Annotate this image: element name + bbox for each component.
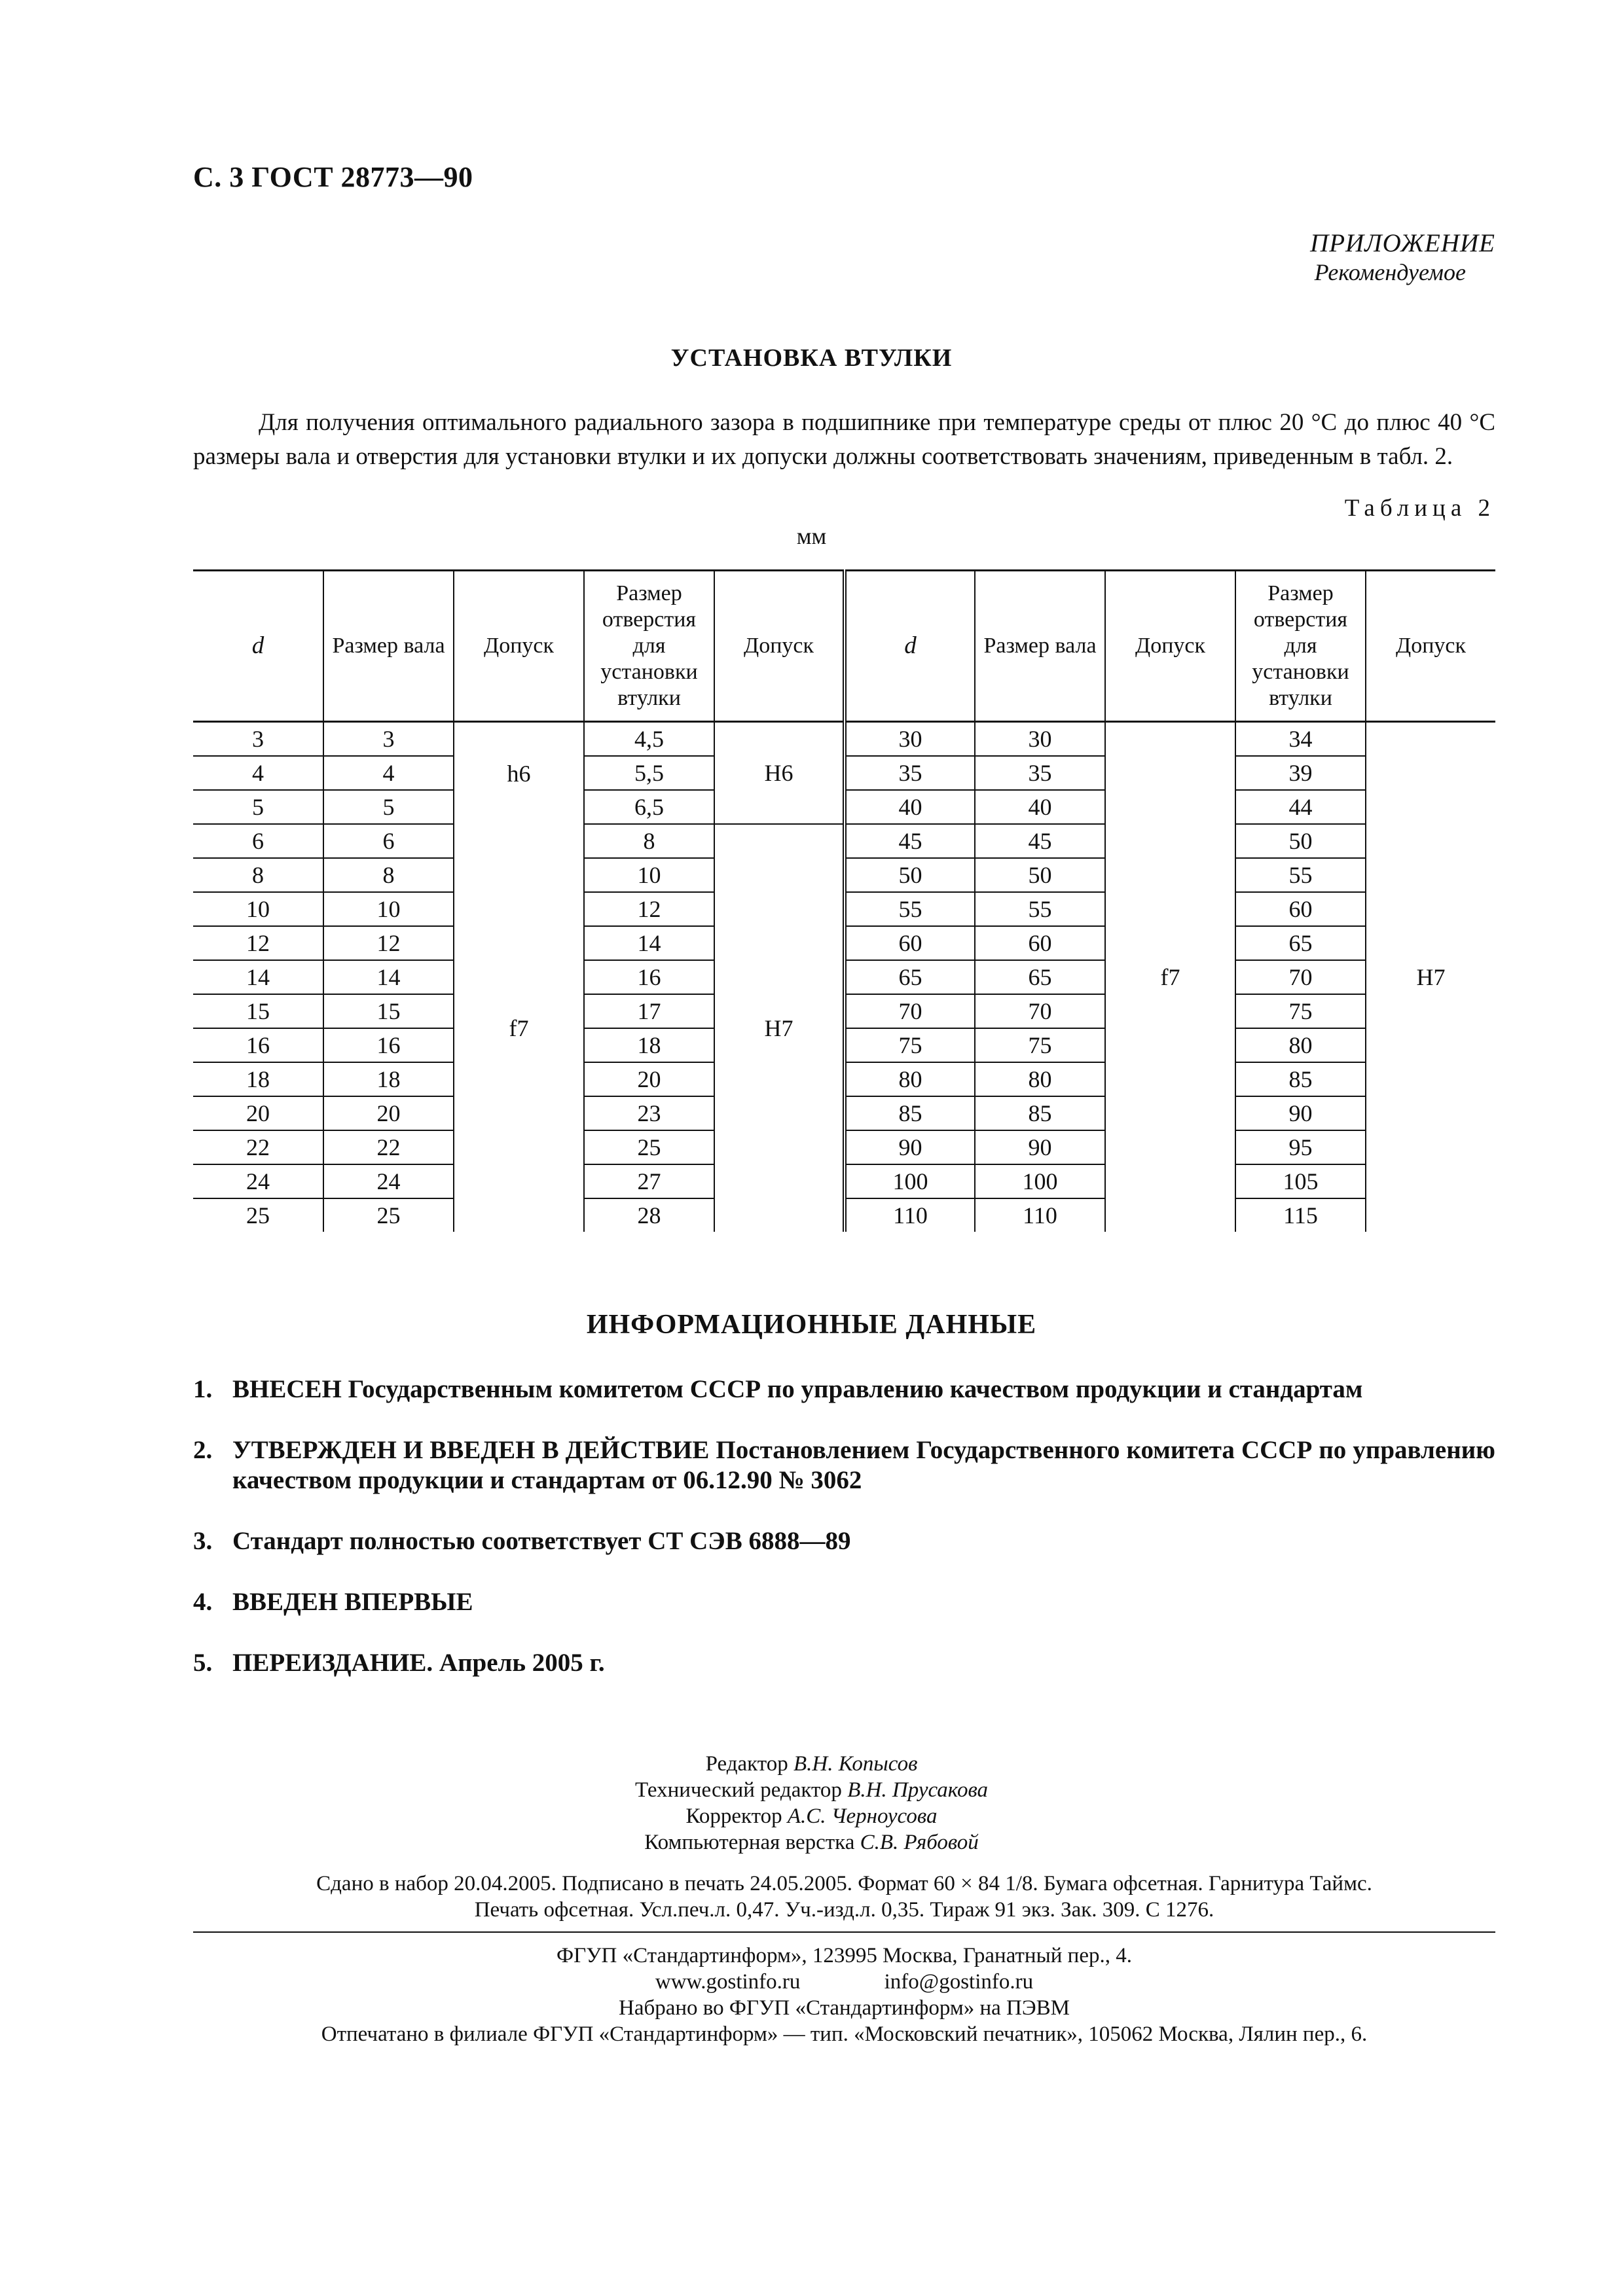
cell-shaft-size: 12 [323,926,454,960]
cell-shaft-size: 14 [323,960,454,994]
cell-hole-size-right: 70 [1235,960,1366,994]
cell-shaft-size: 8 [323,858,454,892]
cell-shaft-size: 20 [323,1096,454,1130]
table-row [193,1130,1495,1164]
table-label: Таблица 2 [1344,495,1495,522]
cell-shaft-size: 18 [323,1062,454,1096]
print-info-line: Сдано в набор 20.04.2005. Подписано в печать 24.05.2005. Формат 60 × 84 1/8. Бумага офсетная. Гарнитура Таймс. [316,1872,1372,1895]
credit-role: Корректор [685,1804,782,1828]
credit-name: В.Н. Копысов [793,1752,918,1776]
info-item [193,1374,1495,1405]
table-row [193,722,1495,757]
info-item-text: УТВЕРЖДЕН И ВВЕДЕН В ДЕЙСТВИЕ Постановлением Государственного комитета СССР по управлению качеством продукции и стандартам от 06.12.90 № 3062 [232,1436,1495,1494]
table-row [193,1096,1495,1130]
credit-row [0,1751,1623,1777]
table-row [193,892,1495,926]
credit-role: Компьютерная верстка [644,1831,855,1854]
cell-d-right: 110 [845,1198,975,1232]
publisher-website-link[interactable]: www.gostinfo.ru [655,1970,801,1994]
cell-d: 15 [193,994,323,1028]
info-item-number: 2. [193,1436,213,1464]
cell-shaft-size-right: 40 [975,790,1105,824]
cell-hole-size-right: 34 [1235,722,1366,757]
table-row [193,1164,1495,1198]
table-row [193,1028,1495,1062]
cell-d-right: 80 [845,1062,975,1096]
cell-shaft-size: 4 [323,756,454,790]
info-list [193,1374,1495,1709]
cell-d-right: 60 [845,926,975,960]
header-hole-size-right: Размер отверстия для установки втулки [1235,571,1366,722]
cell-shaft-size: 22 [323,1130,454,1164]
publisher-address: ФГУП «Стандартинформ», 123995 Москва, Гранатный пер., 4. [556,1944,1132,1967]
cell-d: 18 [193,1062,323,1096]
cell-hole-size: 25 [584,1130,714,1164]
cell-d: 4 [193,756,323,790]
cell-hole-size: 12 [584,892,714,926]
table-row [193,790,1495,824]
credit-role: Технический редактор [634,1778,842,1802]
cell-hole-size-right: 65 [1235,926,1366,960]
table-unit: мм [796,523,827,549]
cell-d: 12 [193,926,323,960]
cell-shaft-size-right: 70 [975,994,1105,1028]
cell-hole-size-right: 60 [1235,892,1366,926]
cell-hole-size: 8 [584,824,714,858]
spec-table [193,569,1495,1232]
cell-hole-tolerance-H6: H6 [714,722,845,825]
header-shaft-tolerance-right: Допуск [1105,571,1235,722]
cell-shaft-size-right: 50 [975,858,1105,892]
header-hole-tolerance-right: Допуск [1366,571,1495,722]
cell-shaft-size: 25 [323,1198,454,1232]
cell-hole-size-right: 115 [1235,1198,1366,1232]
header-shaft-size: Размер вала [323,571,454,722]
cell-d: 14 [193,960,323,994]
cell-d: 25 [193,1198,323,1232]
info-item [193,1587,1495,1617]
intro-paragraph [193,406,1495,474]
cell-hole-size: 27 [584,1164,714,1198]
table-row [193,858,1495,892]
cell-d-right: 55 [845,892,975,926]
cell-shaft-size-right: 90 [975,1130,1105,1164]
print-info [193,1871,1495,1923]
cell-shaft-size-right: 75 [975,1028,1105,1062]
cell-d: 6 [193,824,323,858]
credit-name: А.С. Черноусова [787,1804,938,1828]
cell-d: 3 [193,722,323,757]
publisher-info [193,1943,1495,2047]
cell-hole-size-right: 75 [1235,994,1366,1028]
cell-hole-size-right: 90 [1235,1096,1366,1130]
cell-shaft-size-right: 65 [975,960,1105,994]
credits [0,1751,1623,1856]
table-row [193,926,1495,960]
credit-role: Редактор [705,1752,788,1776]
cell-d-right: 75 [845,1028,975,1062]
cell-d: 10 [193,892,323,926]
cell-shaft-size: 5 [323,790,454,824]
cell-d: 8 [193,858,323,892]
header-hole-tolerance: Допуск [714,571,845,722]
cell-hole-size: 14 [584,926,714,960]
cell-d: 16 [193,1028,323,1062]
info-item-number: 5. [193,1649,213,1677]
cell-shaft-size-right: 55 [975,892,1105,926]
cell-hole-size-right: 39 [1235,756,1366,790]
appendix-status: Рекомендуемое [1314,259,1466,285]
header-shaft-size-right: Размер вала [975,571,1105,722]
header-d: d [193,571,323,722]
appendix-title: ПРИЛОЖЕНИЕ [1310,229,1495,257]
document-code: С. 3 ГОСТ 28773—90 [193,161,473,193]
info-item [193,1526,1495,1556]
cell-shaft-size: 15 [323,994,454,1028]
cell-shaft-size: 16 [323,1028,454,1062]
cell-hole-tolerance-H7: H7 [714,824,845,1232]
credit-name: В.Н. Прусакова [847,1778,989,1802]
appendix-label [1310,229,1495,287]
credit-row [0,1777,1623,1803]
cell-d-right: 90 [845,1130,975,1164]
cell-hole-size-right: 105 [1235,1164,1366,1198]
cell-hole-tolerance-right: H7 [1366,722,1495,1232]
cell-hole-size-right: 55 [1235,858,1366,892]
cell-shaft-size-right: 100 [975,1164,1105,1198]
info-item-number: 4. [193,1588,213,1616]
cell-hole-size: 28 [584,1198,714,1232]
cell-shaft-size: 3 [323,722,454,757]
publisher-printed: Отпечатано в филиале ФГУП «Стандартинформ» — тип. «Московский печатник», 105062 Москва, Лялин пер., 6. [321,2022,1368,2046]
cell-hole-size: 23 [584,1096,714,1130]
cell-d: 24 [193,1164,323,1198]
section-title: УСТАНОВКА ВТУЛКИ [670,344,953,372]
info-item-number: 1. [193,1375,213,1403]
print-info-line: Печать офсетная. Усл.печ.л. 0,47. Уч.-изд.л. 0,35. Тираж 91 экз. Зак. 309. С 1276. [474,1898,1214,1922]
cell-hole-size: 5,5 [584,756,714,790]
intro-text: Для получения оптимального радиального зазора в подшипнике при температуре среды от плюс 20 °С до плюс 40 °С размеры вала и отверстия для установки втулки и их допуски должны соответствовать значениям, приведенным в табл. 2. [193,409,1495,470]
credit-name: С.В. Рябовой [860,1831,979,1854]
cell-shaft-size-right: 35 [975,756,1105,790]
header-d-right: d [845,571,975,722]
cell-hole-size-right: 50 [1235,824,1366,858]
info-title: ИНФОРМАЦИОННЫЕ ДАННЫЕ [586,1310,1037,1340]
info-item [193,1435,1495,1496]
publisher-email-link[interactable]: info@gostinfo.ru [884,1970,1034,1994]
table-row [193,756,1495,790]
cell-hole-size: 17 [584,994,714,1028]
cell-shaft-size: 24 [323,1164,454,1198]
cell-shaft-tolerance-f7: f7 [454,824,584,1232]
cell-hole-size-right: 95 [1235,1130,1366,1164]
cell-hole-size: 20 [584,1062,714,1096]
cell-d: 5 [193,790,323,824]
cell-d-right: 45 [845,824,975,858]
cell-hole-size-right: 80 [1235,1028,1366,1062]
divider [193,1931,1495,1933]
info-item [193,1648,1495,1678]
header-shaft-tolerance: Допуск [454,571,584,722]
table-row [193,824,1495,858]
cell-shaft-size: 6 [323,824,454,858]
cell-shaft-size: 10 [323,892,454,926]
cell-d-right: 30 [845,722,975,757]
cell-shaft-size-right: 30 [975,722,1105,757]
cell-shaft-size-right: 60 [975,926,1105,960]
cell-shaft-tolerance-right: f7 [1105,722,1235,1232]
cell-d: 20 [193,1096,323,1130]
table-row [193,1062,1495,1096]
cell-shaft-tolerance-h6: h6 [454,722,584,825]
cell-hole-size: 10 [584,858,714,892]
cell-d-right: 70 [845,994,975,1028]
cell-d-right: 40 [845,790,975,824]
cell-d-right: 35 [845,756,975,790]
credit-row [0,1803,1623,1829]
cell-d-right: 85 [845,1096,975,1130]
info-item-text: ВНЕСЕН Государственным комитетом СССР по управлению качеством продукции и стандартам [232,1375,1363,1403]
cell-d-right: 100 [845,1164,975,1198]
cell-d-right: 65 [845,960,975,994]
cell-hole-size: 16 [584,960,714,994]
info-item-text: Стандарт полностью соответствует СТ СЭВ 6888—89 [232,1527,851,1555]
table-header-row [193,571,1495,722]
cell-shaft-size-right: 80 [975,1062,1105,1096]
cell-d: 22 [193,1130,323,1164]
table-row [193,960,1495,994]
info-item-text: ВВЕДЕН ВПЕРВЫЕ [232,1588,473,1616]
info-item-number: 3. [193,1527,213,1555]
cell-shaft-size-right: 110 [975,1198,1105,1232]
cell-hole-size-right: 85 [1235,1062,1366,1096]
credit-row [0,1829,1623,1856]
publisher-typeset: Набрано во ФГУП «Стандартинформ» на ПЭВМ [618,1996,1070,2020]
info-item-text: ПЕРЕИЗДАНИЕ. Апрель 2005 г. [232,1649,605,1677]
publisher-links [193,1969,1495,1995]
cell-shaft-size-right: 85 [975,1096,1105,1130]
cell-shaft-size-right: 45 [975,824,1105,858]
cell-hole-size: 4,5 [584,722,714,757]
cell-hole-size: 18 [584,1028,714,1062]
cell-d-right: 50 [845,858,975,892]
cell-hole-size: 6,5 [584,790,714,824]
header-hole-size: Размер отверстия для установки втулки [584,571,714,722]
table-row [193,994,1495,1028]
table-row [193,1198,1495,1232]
cell-hole-size-right: 44 [1235,790,1366,824]
